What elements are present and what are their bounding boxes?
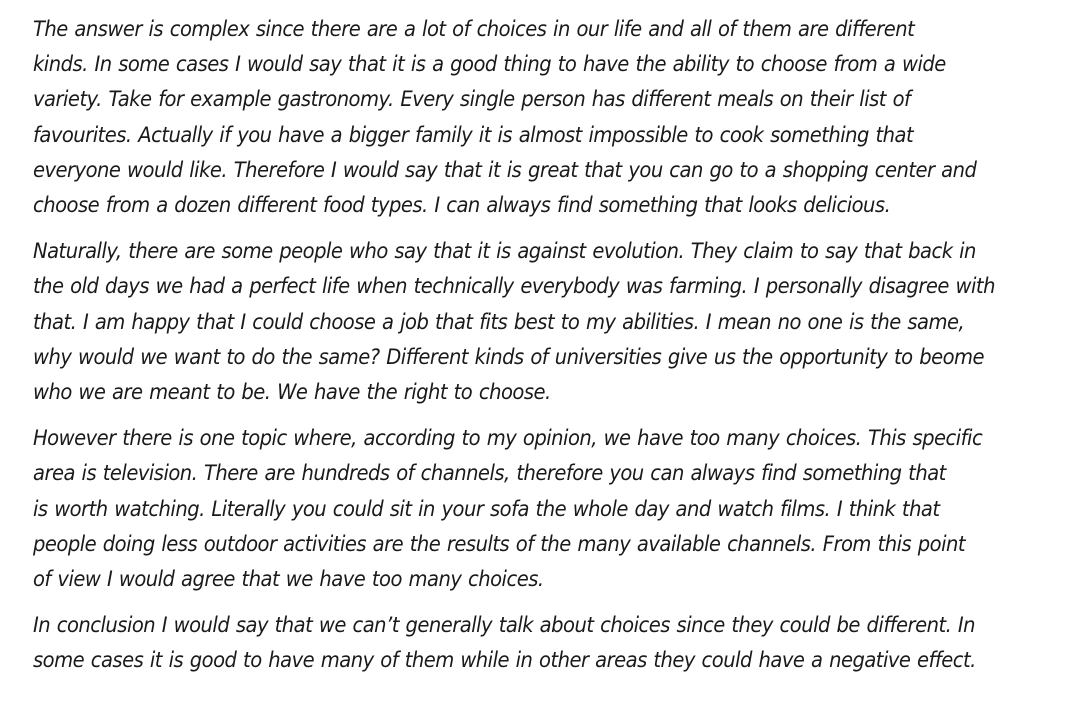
paragraph-line: area is television. There are hundreds of channels, therefore you can always find something that [33,461,946,486]
paragraph-line: In conclusion I would say that we can’t generally talk about choices since they could be different. In [33,613,976,638]
paragraph-line: the old days we had a perfect life when technically everybody was farming. I personally disagree with [33,274,995,299]
paragraph-line: is worth watching. Literally you could sit in your sofa the whole day and watch films. I think that [33,496,940,521]
paragraph-line: everyone would like. Therefore I would say that it is great that you can go to a shopping center and [33,157,977,182]
paragraph-line: variety. Take for example gastronomy. Every single person has different meals on their list of [33,87,911,112]
paragraph-3 [33,421,982,597]
paragraph-line: choose from a dozen different food types. I can always find something that looks delicious. [33,193,891,218]
paragraph-line: some cases it is good to have many of them while in other areas they could have a negative effect. [33,648,976,673]
paragraph-line: favourites. Actually if you have a bigger family it is almost impossible to cook something that [33,122,914,147]
paragraph-2 [33,234,995,410]
paragraph-line: However there is one topic where, according to my opinion, we have too many choices. This specific [33,426,983,451]
paragraph-line: of view I would agree that we have too many choices. [33,567,544,592]
paragraph-line: why would we want to do the same? Different kinds of universities give us the opportunity to beome [33,344,985,369]
paragraph-1 [33,12,982,223]
paragraph-line: who we are meant to be. We have the right to choose. [33,380,551,405]
paragraph-line: The answer is complex since there are a lot of choices in our life and all of them are different [33,17,915,41]
paragraph-line: people doing less outdoor activities are the results of the many available channels. From this point [33,531,966,556]
paragraph-line: Naturally, there are some people who say that it is against evolution. They claim to say that back in [33,239,976,264]
essay-text [33,12,995,690]
paragraph-line: that. I am happy that I could choose a job that fits best to my abilities. I mean no one is the same, [33,309,965,334]
paragraph-line: kinds. In some cases I would say that it is a good thing to have the ability to choose from a wide [33,52,946,77]
paragraph-4 [33,608,982,678]
